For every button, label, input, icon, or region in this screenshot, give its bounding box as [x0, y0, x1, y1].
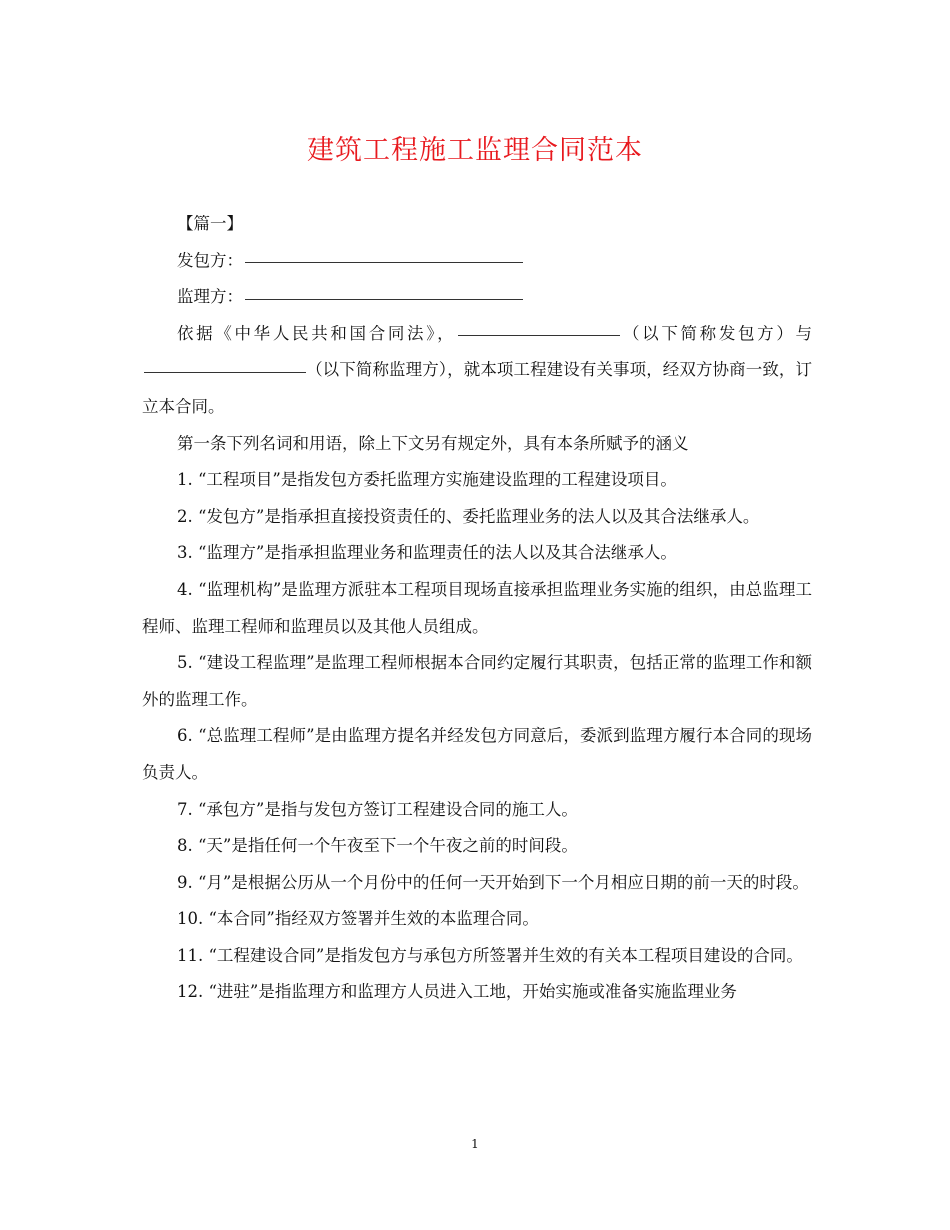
- employer-label: 发包方：: [177, 250, 243, 270]
- intro-employer-abbrev: （以下简称发包方）与: [620, 323, 813, 343]
- definition-item: 9. “月”是根据公历从一个月份中的任何一天开始到下一个月相应日期的前一天的时段。: [177, 872, 809, 892]
- page-number: 1: [471, 1137, 479, 1151]
- definitions-list: [142, 462, 812, 1011]
- definition-item: 4. “监理机构”是监理方派驻本工程项目现场直接承担监理业务实施的组织，由总监理工程师、监理工程师和监理员以及其他人员组成。: [142, 579, 812, 636]
- employer-blank: [245, 261, 523, 263]
- employer-line: [142, 243, 812, 280]
- definition-item: 7. “承包方”是指与发包方签订工程建设合同的施工人。: [177, 799, 578, 819]
- supervisor-label: 监理方：: [177, 287, 243, 307]
- definition-item: 10. “本合同”指经双方签署并生效的本监理合同。: [177, 909, 539, 929]
- definition-item: 8. “天”是指任何一个午夜至下一个午夜之前的时间段。: [177, 836, 578, 856]
- supervisor-line: [142, 279, 812, 316]
- section-label: 【篇一】: [177, 214, 243, 233]
- employer-name-blank: [458, 334, 620, 336]
- document-title: 建筑工程施工监理合同范本: [307, 135, 643, 166]
- definition-item: 12. “进驻”是指监理方和监理方人员进入工地，开始实施或准备实施监理业务: [177, 982, 737, 1002]
- article-one-heading: 第一条下列名词和用语，除上下文另有规定外，具有本条所赋予的涵义: [177, 433, 689, 453]
- definition-item: 2. “发包方”是指承担直接投资责任的、委托监理业务的法人以及其合法继承人。: [177, 506, 760, 526]
- intro-prefix: 依据《中华人民共和国合同法》，: [177, 323, 457, 343]
- supervisor-blank: [245, 298, 523, 300]
- supervisor-name-blank: [144, 371, 306, 373]
- document-body: [142, 206, 812, 1011]
- definition-item: 6. “总监理工程师”是由监理方提名并经发包方同意后，委派到监理方履行本合同的现场负责人。: [142, 726, 812, 782]
- intro-paragraph: [142, 316, 812, 426]
- definition-item: 1. “工程项目”是指发包方委托监理方实施建设监理的工程建设项目。: [177, 470, 677, 490]
- intro-supervisor-abbrev: （以下简称监理方），就本项工程建设有关事项，经双方协商一致，订立本合同。: [142, 360, 812, 416]
- definition-item: 5. “建设工程监理”是监理工程师根据本合同约定履行其职责，包括正常的监理工作和额外的监理工作。: [142, 653, 812, 709]
- definition-item: 3. “监理方”是指承担监理业务和监理责任的法人以及其合法继承人。: [177, 543, 677, 563]
- definition-item: 11. “工程建设合同”是指发包方与承包方所签署并生效的有关本工程项目建设的合同。: [177, 945, 803, 965]
